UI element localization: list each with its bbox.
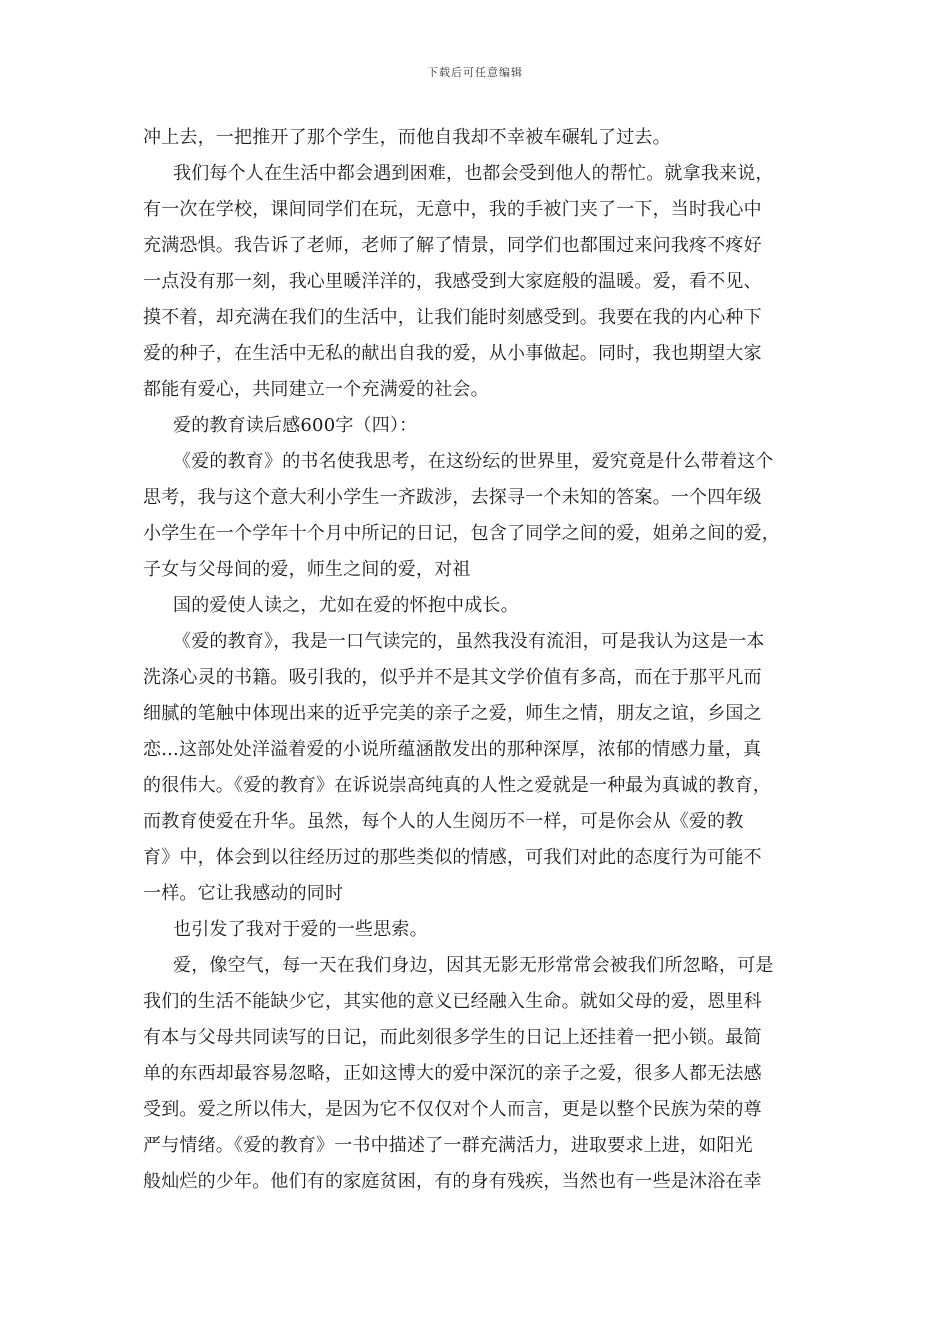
text-line: 而教育使爱在升华。虽然，每个人的人生阅历不一样，可是你会从《爱的教 [143,811,744,832]
text-line: 摸不着，却充满在我们的生活中，让我们能时刻感受到。我要在我的内心种下 [143,307,762,328]
text-line: 单的东西却最容易忽略，正如这博大的爱中深沉的亲子之爱，很多人都无法感 [143,1063,762,1084]
text-line: 《爱的教育》的书名使我思考，在这纷纭的世界里，爱究竟是什么带着这个 [173,451,774,472]
text-line: 爱的种子，在生活中无私的献出自我的爱，从小事做起。同时，我也期望大家 [143,343,762,364]
text-line: 洗涤心灵的书籍。吸引我的，似乎并不是其文学价值有多高，而在于那平凡而 [143,667,762,688]
document-body [143,120,823,1200]
text-line: 细腻的笔触中体现出来的近乎完美的亲子之爱，师生之情，朋友之谊，乡国之 [143,703,762,724]
text-line: 充满恐惧。我告诉了老师，老师了解了情景，同学们也都围过来问我疼不疼好 [143,235,762,256]
text-line: 思考，我与这个意大利小学生一齐跋涉，去探寻一个未知的答案。一个四年级 [143,487,762,508]
text-line: 一样。它让我感动的同时 [143,883,344,904]
text-line: 我们每个人在生活中都会遇到困难，也都会受到他人的帮忙。就拿我来说， [173,163,774,184]
text-line: 有本与父母共同读写的日记，而此刻很多学生的日记上还挂着一把小锁。最简 [143,1027,762,1048]
text-line: 都能有爱心，共同建立一个充满爱的社会。 [143,379,489,400]
page-header: 下载后可任意编辑 [427,66,523,79]
text-line: 子女与父母间的爱，师生之间的爱，对祖 [143,559,471,580]
text-line: 我们的生活不能缺少它，其实他的意义已经融入生命。就如父母的爱，恩里科 [143,991,762,1012]
text-line: 一点没有那一刻，我心里暖洋洋的，我感受到大家庭般的温暖。爱，看不见、 [143,271,762,292]
text-line: 国的爱使人读之，尤如在爱的怀抱中成长。 [173,595,519,616]
text-line: 也引发了我对于爱的一些思索。 [173,919,428,940]
text-line: 爱，像空气，每一天在我们身边，因其无影无形常常会被我们所忽略，可是 [173,955,774,976]
text-line: 爱的教育读后感600字（四）： [173,415,418,436]
text-line: 《爱的教育》，我是一口气读完的，虽然我没有流泪，可是我认为这是一本 [173,631,765,652]
text-line: 严与情绪。《爱的教育》一书中描述了一群充满活力，进取要求上进，如阳光 [143,1135,753,1156]
text-line: 受到。爱之所以伟大，是因为它不仅仅对个人而言，更是以整个民族为荣的尊 [143,1099,762,1120]
text-line: 般灿烂的少年。他们有的家庭贫困，有的身有残疾，当然也有一些是沐浴在幸 [143,1171,762,1192]
text-line: 冲上去，一把推开了那个学生，而他自我却不幸被车碾轧了过去。 [143,127,671,148]
text-line: 小学生在一个学年十个月中所记的日记，包含了同学之间的爱，姐弟之间的爱， [143,523,780,544]
text-line: 育》中，体会到以往经历过的那些类似的情感，可我们对此的态度行为可能不 [143,847,762,868]
text-line: 恋...这部处处洋溢着爱的小说所蕴涵散发出的那种深厚，浓郁的情感力量，真 [143,739,762,760]
text-line: 的很伟大。《爱的教育》在诉说崇高纯真的人性之爱就是一种最为真诚的教育， [143,775,771,796]
text-line: 有一次在学校，课间同学们在玩，无意中，我的手被门夹了一下，当时我心中 [143,199,762,220]
